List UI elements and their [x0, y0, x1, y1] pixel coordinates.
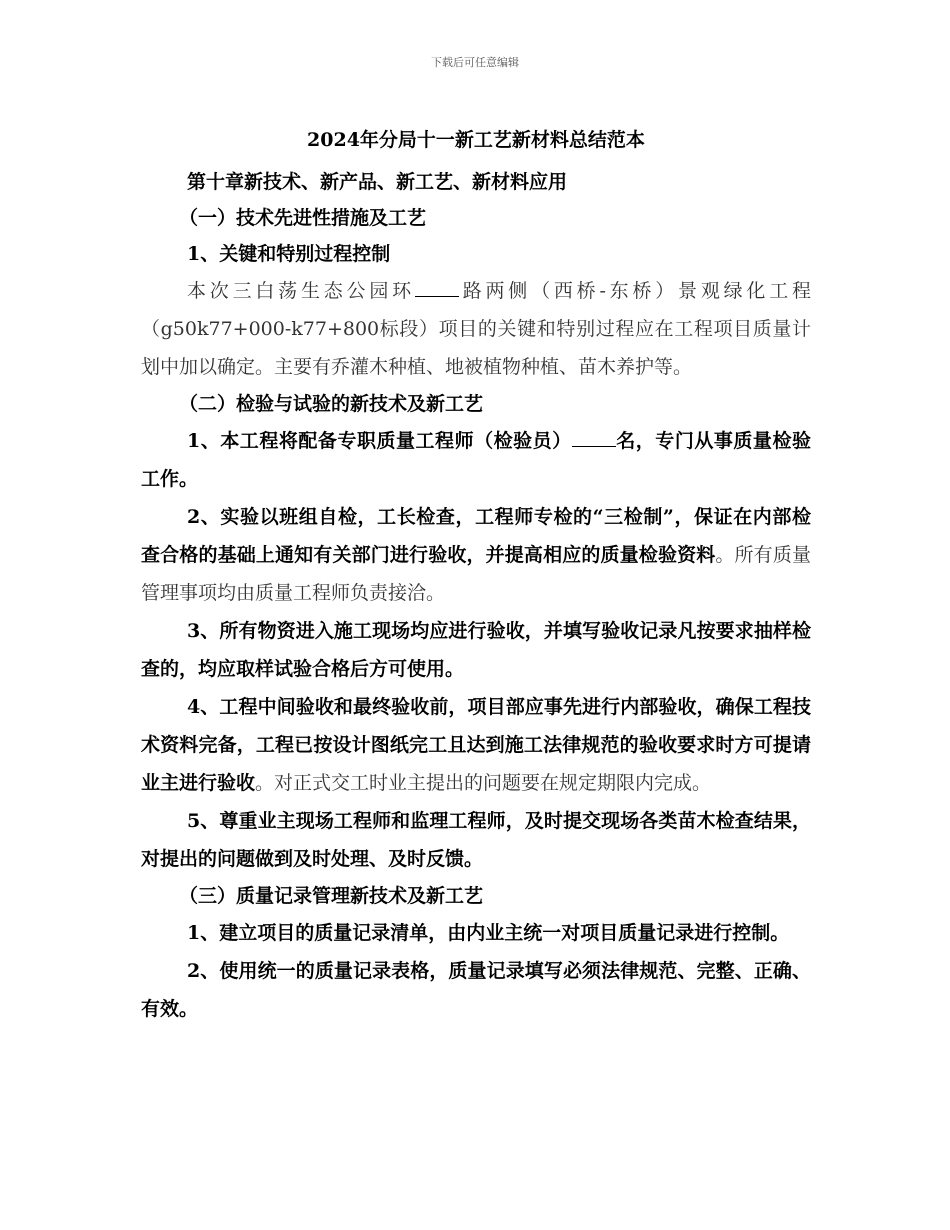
paragraph-final-acceptance: [141, 688, 811, 802]
paragraph-text: 名，专门从事质量检验工作。: [141, 430, 811, 490]
subsection-heading-1: 1、关键和特别过程控制: [187, 243, 391, 265]
paragraph-inspector: [141, 422, 811, 498]
paragraph-text-bold: 4、工程中间验收和最终验收前，项目部应事先进行内部验收，确保工程技术资料完备，工程已按设计图纸完工且达到施工法律规范的验收要求时方可提请业主进行验收: [141, 696, 811, 794]
paragraph-three-checks: [141, 498, 811, 612]
paragraph-record-list: 1、建立项目的质量记录清单，由内业主统一对项目质量记录进行控制。: [187, 922, 790, 944]
paragraph-text: 本次三白荡生态公园环: [187, 280, 415, 302]
section-heading-3: （三）质量记录管理新技术及新工艺: [179, 885, 484, 907]
chapter-heading: 第十章新技术、新产品、新工艺、新材料应用: [187, 171, 568, 193]
paragraph-record-forms: 2、使用统一的质量记录表格，质量记录填写必须法律规范、完整、正确、有效。: [141, 960, 811, 1020]
fill-blank: [572, 427, 616, 447]
paragraph-key-process: [141, 272, 811, 386]
document-title: 2024年分局十一新工艺新材料总结范本: [307, 129, 645, 151]
paragraph-material-acceptance: 3、所有物资进入施工现场均应进行验收，并填写验收记录凡按要求抽样检查的，均应取样试验合格后方可使用。: [141, 620, 811, 680]
document-body: [141, 122, 811, 1028]
page-header: 下载后可任意编辑: [431, 56, 519, 69]
section-heading-1: （一）技术先进性措施及工艺: [179, 207, 427, 229]
paragraph-text: 1、本工程将配备专职质量工程师（检验员）: [187, 430, 572, 452]
paragraph-text-bold: 2、实验以班组自检，工长检查，工程师专检的“三检制”，保证在内部检查合格的基础上通知有关部门进行验收，并提高相应的质量检验资料: [141, 506, 811, 566]
paragraph-text: 路两侧（西桥-东桥）景观绿化工程（g50k77+000-k77+800标段）项目的关键和特别过程应在工程项目质量计划中加以确定。主要有乔灌木种植、地被植物种植、苗木养护等。: [141, 280, 811, 378]
section-heading-2: （二）检验与试验的新技术及新工艺: [179, 393, 484, 415]
fill-blank: [415, 277, 459, 297]
paragraph-text-normal: 。对正式交工时业主提出的问题要在规定期限内完成。: [255, 772, 712, 794]
paragraph-owner-engineer: 5、尊重业主现场工程师和监理工程师，及时提交现场各类苗木检查结果，对提出的问题做到及时处理、及时反馈。: [141, 810, 811, 870]
paragraph-text-normal: 。所有质量管理事项均由质量工程师负责接洽。: [141, 544, 811, 604]
